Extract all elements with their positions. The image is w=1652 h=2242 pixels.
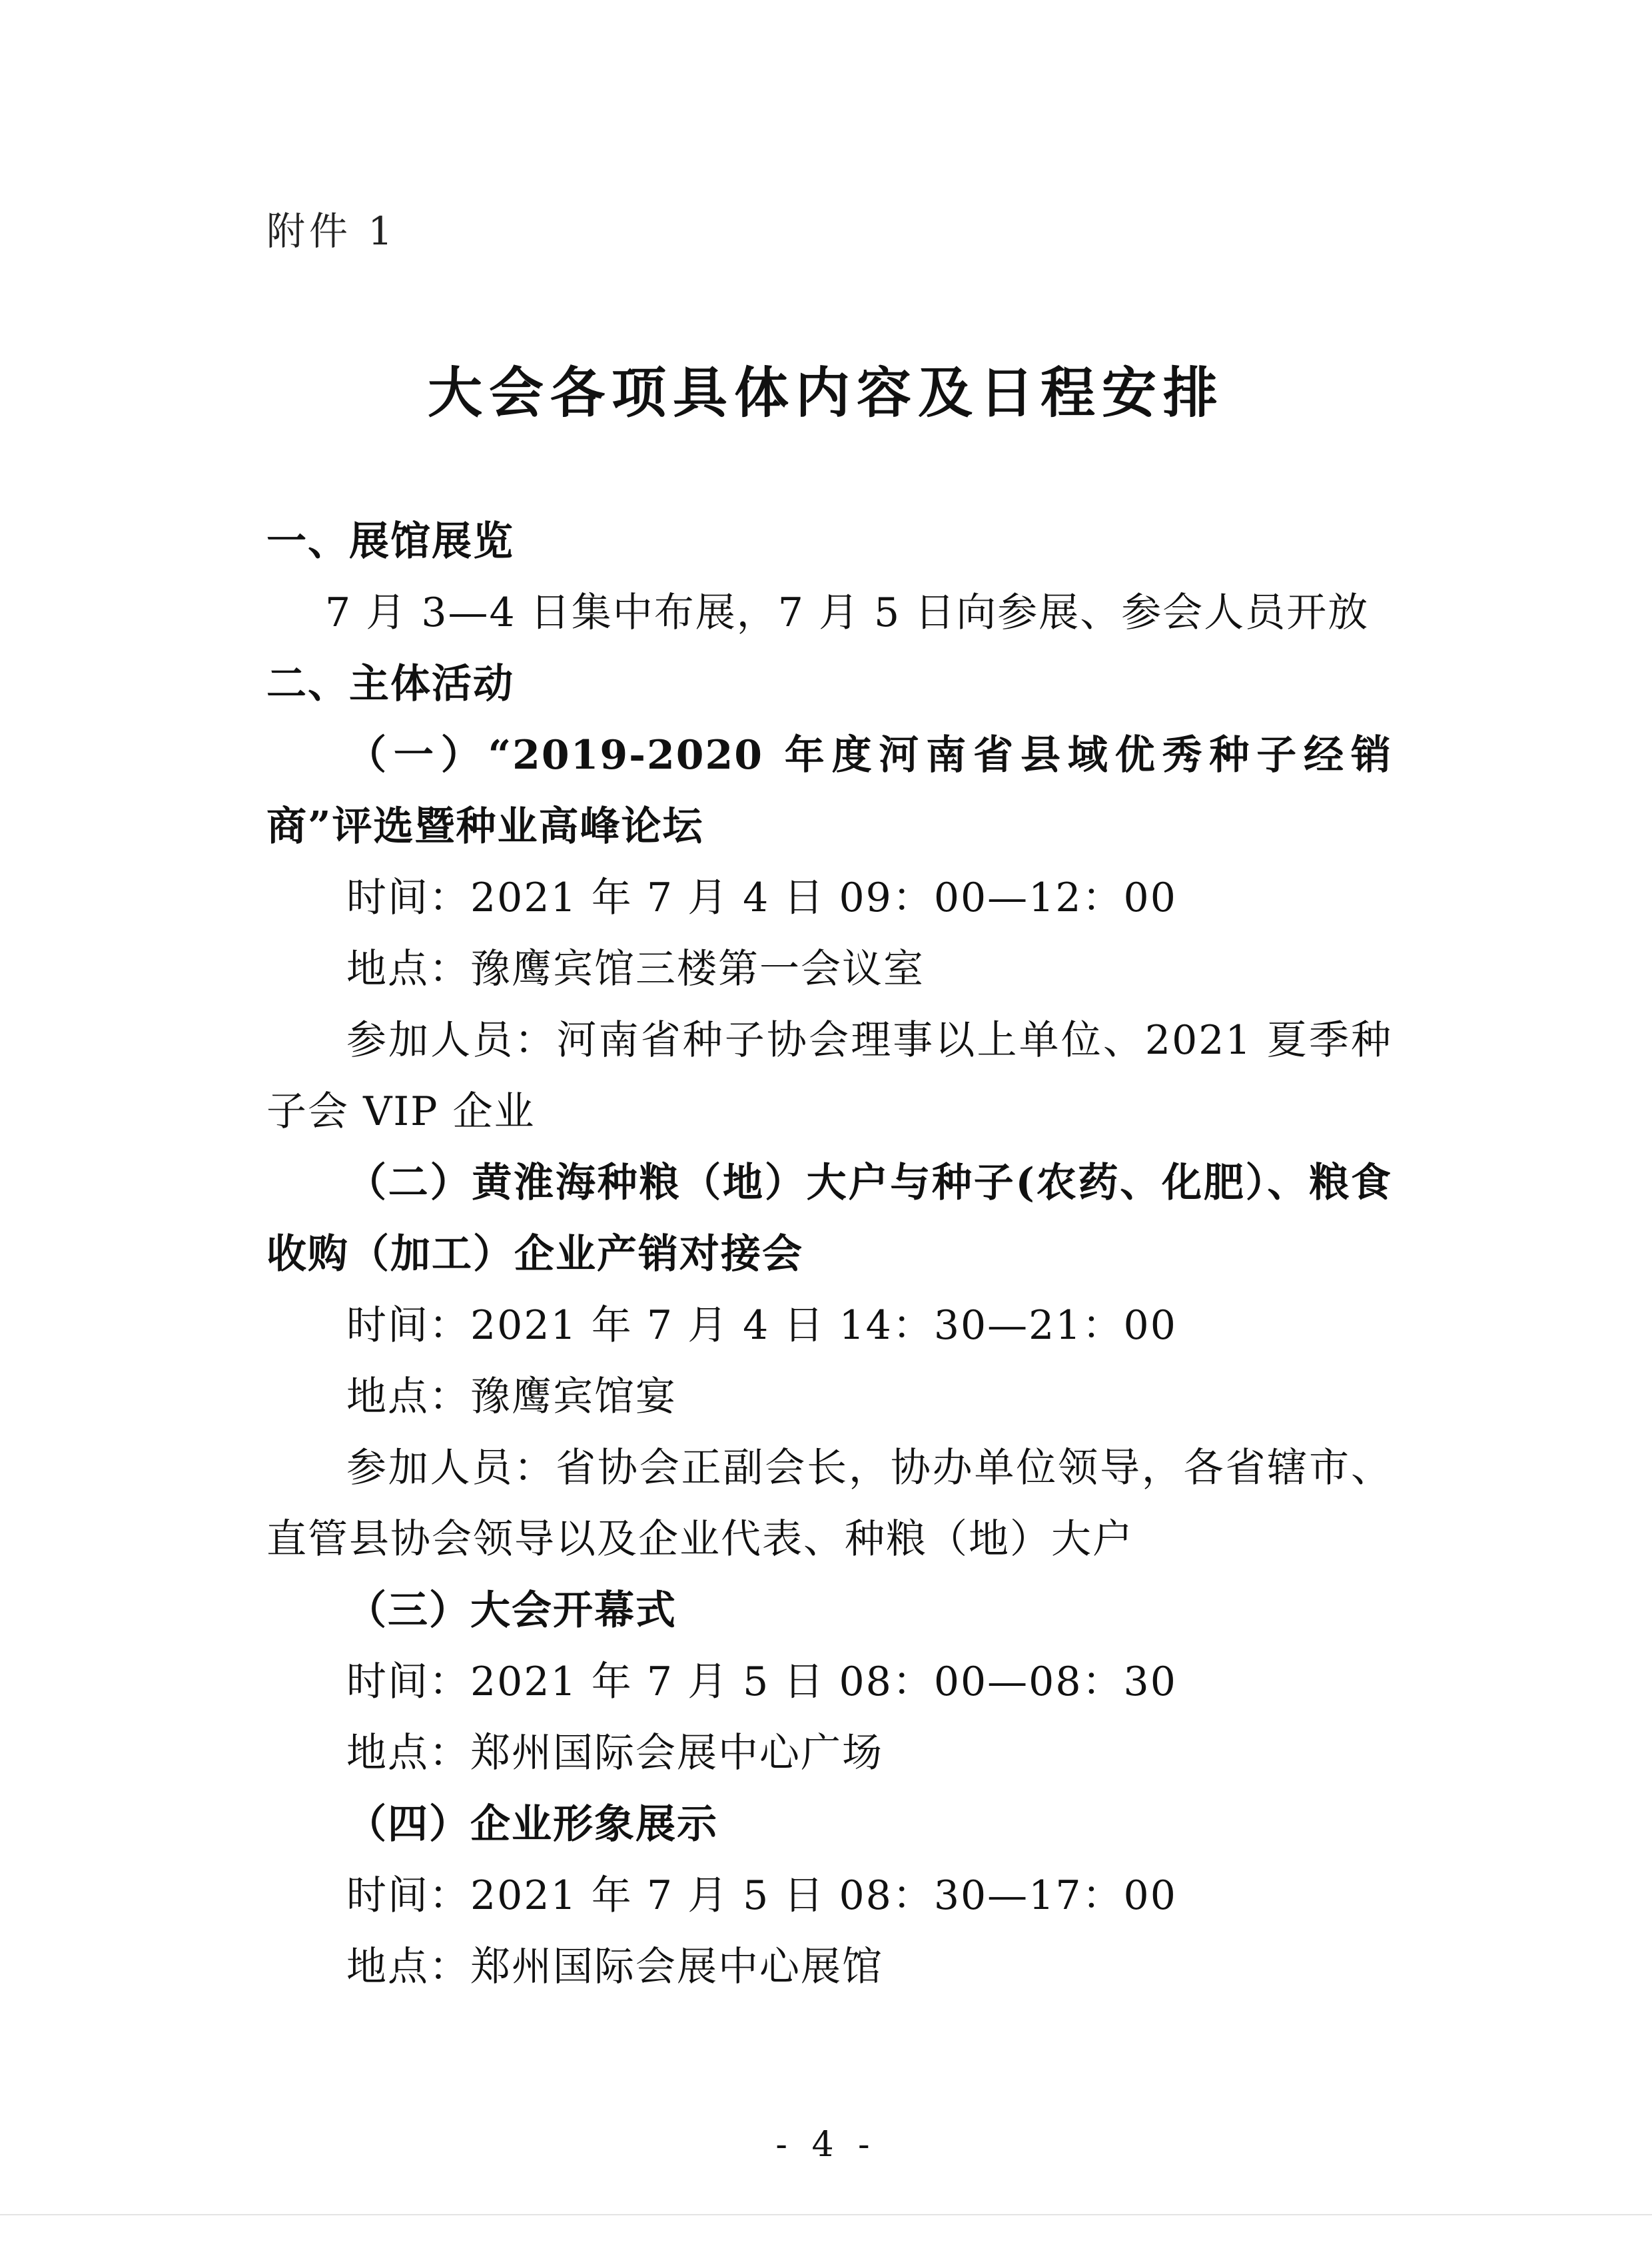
document-body <box>266 506 1392 2003</box>
activity-4-place: 地点：郑州国际会展中心展馆 <box>346 1944 883 1990</box>
activity-1-title: （一）“2019-2020 年度河南省县域优秀种子经销商”评选暨种业高峰论坛 <box>266 732 1392 850</box>
activity-4-title: （四）企业形象展示 <box>346 1801 718 1848</box>
activity-2-participants: 参加人员：省协会正副会长，协办单位领导，各省辖市、直管县协会领导以及企业代表、种粮（地）大户 <box>266 1445 1392 1563</box>
activity-2-title: （二）黄淮海种粮（地）大户与种子(农药、化肥）、粮食收购（加工）企业产销对接会 <box>266 1160 1392 1278</box>
document-title: 大会各项具体内容及日程安排 <box>427 362 1224 425</box>
section-heading-exhibition: 一、展馆展览 <box>266 518 514 565</box>
scan-edge-line <box>0 2214 1652 2215</box>
page-number: - 4 - <box>775 2125 877 2165</box>
activity-3-place: 地点：郑州国际会展中心广场 <box>346 1730 883 1776</box>
activity-3-title: （三）大会开幕式 <box>346 1587 677 1634</box>
exhibition-text: 7 月 3—4 日集中布展，7 月 5 日向参展、参会人员开放 <box>325 589 1370 636</box>
activity-1-place: 地点：豫鹰宾馆三楼第一会议室 <box>346 946 925 992</box>
activity-4-time: 时间：2021 年 7 月 5 日 08：30—17：00 <box>346 1872 1177 1919</box>
section-heading-main-activities: 二、主体活动 <box>266 661 514 707</box>
activity-2-place: 地点：豫鹰宾馆宴 <box>346 1373 677 1420</box>
attachment-label: 附件 1 <box>266 208 397 254</box>
activity-2-time: 时间：2021 年 7 月 4 日 14：30—21：00 <box>346 1302 1177 1349</box>
activity-1-time: 时间：2021 年 7 月 4 日 09：00—12：00 <box>346 875 1177 921</box>
activity-3-time: 时间：2021 年 7 月 5 日 08：00—08：30 <box>346 1659 1177 1705</box>
activity-1-participants: 参加人员：河南省种子协会理事以上单位、2021 夏季种子会 VIP 企业 <box>266 1017 1392 1135</box>
